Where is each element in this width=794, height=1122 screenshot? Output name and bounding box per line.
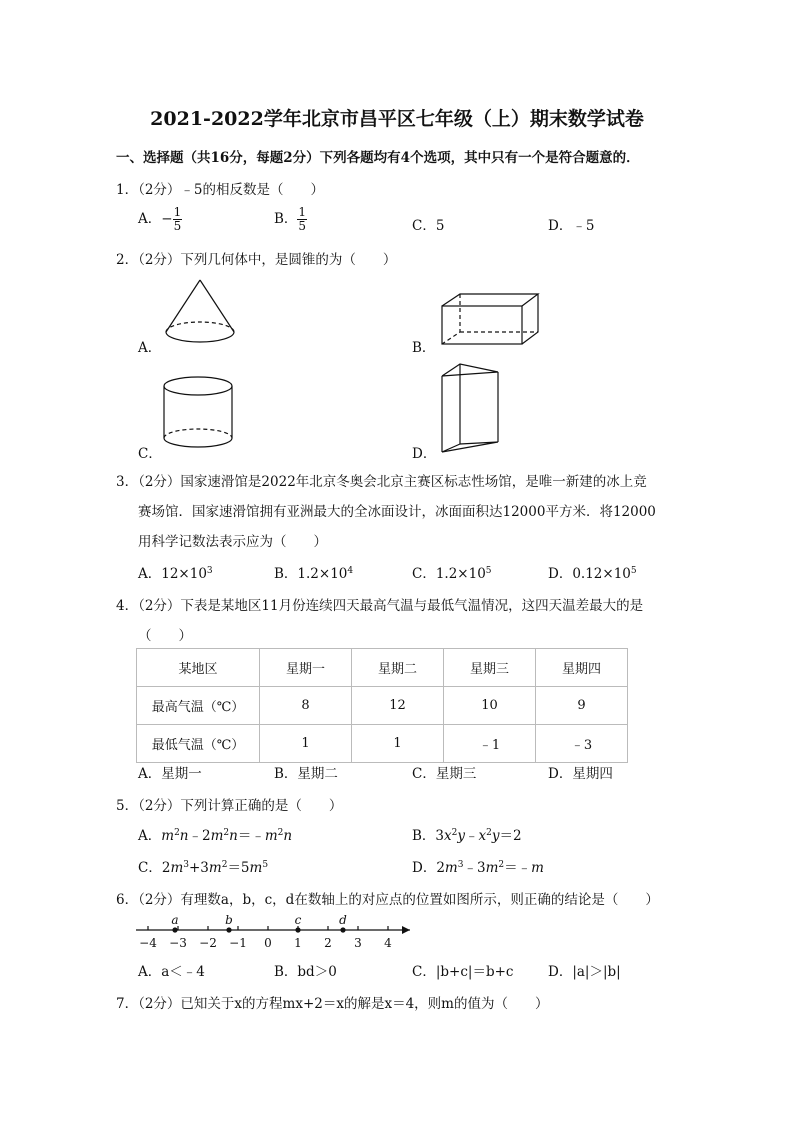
table-header-cell: 星期二 <box>352 649 444 687</box>
q6-option-b[interactable]: B．bd＞0 <box>274 964 337 980</box>
tick-label: −4 <box>139 936 157 950</box>
q1-option-b[interactable] <box>274 206 307 233</box>
question-7: 7．（2分）已知关于x的方程mx+2＝x的解是x＝4，则m的值为（ ） <box>116 996 549 1012</box>
table-cell: 10 <box>444 687 536 725</box>
table-row <box>137 687 628 725</box>
page-title: 2021-2022学年北京市昌平区七年级（上）期末数学试卷 <box>150 108 644 130</box>
temperature-table <box>136 648 628 763</box>
cylinder-icon <box>160 374 236 454</box>
table-cell: ﹣3 <box>536 725 628 763</box>
question-4-line-2: （ ） <box>138 628 192 644</box>
table-header-cell: 某地区 <box>137 649 260 687</box>
question-6: 6．（2分）有理数a，b，c，d在数轴上的对应点的位置如图所示，则正确的结论是（ ） <box>116 892 659 908</box>
option-text: A．12×10 <box>138 566 207 582</box>
tick-label: 0 <box>264 936 272 950</box>
point-b <box>226 927 231 932</box>
tick-label: −2 <box>199 936 217 950</box>
question-5: 5．（2分）下列计算正确的是（ ） <box>116 798 343 814</box>
q5-option-c[interactable]: C．$2m^3+3m^2=5m^5$ <box>138 860 269 876</box>
numerator: 1 <box>298 205 307 219</box>
fraction <box>173 206 183 233</box>
option-text: D．0.12×10 <box>548 566 631 582</box>
table-cell: ﹣1 <box>444 725 536 763</box>
q1-option-d[interactable]: D．﹣5 <box>548 218 595 234</box>
table-header-cell: 星期一 <box>260 649 352 687</box>
point-a <box>172 927 177 932</box>
point-c <box>295 927 300 932</box>
table-cell: 最高气温（℃） <box>137 687 260 725</box>
denominator: 5 <box>173 219 182 233</box>
table-cell: 9 <box>536 687 628 725</box>
q5-option-a[interactable]: A．$m^2n﹣2m^2n=﹣m^2n$ <box>138 828 293 844</box>
option-label: B． <box>274 211 298 227</box>
q2-option-a[interactable]: A． <box>138 340 162 356</box>
exponent: 5 <box>630 566 637 576</box>
q6-option-c[interactable]: C．|b+c|＝b+c <box>412 964 514 980</box>
table-cell: 1 <box>260 725 352 763</box>
table-cell: 8 <box>260 687 352 725</box>
q4-option-b[interactable]: B．星期二 <box>274 766 338 782</box>
q5-option-b[interactable]: B．$3x^2y﹣x^2y=2$ <box>412 828 522 844</box>
question-1: 1．（2分）﹣5的相反数是（ ） <box>116 182 325 198</box>
table-header-row <box>137 649 628 687</box>
q5-option-d[interactable]: D．$2m^3﹣3m^2=﹣m$ <box>412 860 544 876</box>
point-label-c: c <box>294 913 302 927</box>
q6-option-d[interactable]: D．|a|＞|b| <box>548 964 621 980</box>
q3-option-c[interactable] <box>412 562 492 582</box>
q1-option-c[interactable]: C．5 <box>412 218 445 234</box>
option-text: C．1.2×10 <box>412 566 486 582</box>
question-3-line-1: 3．（2分）国家速滑馆是2022年北京冬奥会北京主赛区标志性场馆，是唯一新建的冰上竞 <box>116 474 647 490</box>
tick-label: 1 <box>294 936 302 950</box>
exponent: 5 <box>485 566 492 576</box>
option-label: D． <box>412 860 437 876</box>
tick-label: 2 <box>324 936 332 950</box>
q1-option-a[interactable] <box>138 206 182 233</box>
q2-option-b[interactable]: B． <box>412 340 436 356</box>
tick-label: 3 <box>354 936 362 950</box>
q4-option-c[interactable]: C．星期三 <box>412 766 477 782</box>
arrow-icon <box>402 926 410 934</box>
exponent: 3 <box>206 566 213 576</box>
tick-label: −1 <box>229 936 247 950</box>
triangular-prism-icon <box>438 362 502 458</box>
table-header-cell: 星期三 <box>444 649 536 687</box>
exponent: 4 <box>347 566 354 576</box>
table-cell: 最低气温（℃） <box>137 725 260 763</box>
section-heading: 一、选择题（共16分，每题2分）下列各题均有4个选项，其中只有一个是符合题意的． <box>116 150 640 166</box>
number-line <box>130 910 430 952</box>
option-label: B． <box>412 828 436 844</box>
q6-option-a[interactable]: A．a＜﹣4 <box>138 964 205 980</box>
tick-label: −3 <box>169 936 187 950</box>
option-label: A． <box>138 211 162 227</box>
q3-option-d[interactable] <box>548 562 637 582</box>
point-label-a: a <box>171 913 179 927</box>
question-2: 2．（2分）下列几何体中，是圆锥的为（ ） <box>116 252 397 268</box>
q4-option-a[interactable]: A．星期一 <box>138 766 202 782</box>
point-label-d: d <box>339 913 347 927</box>
denominator: 5 <box>298 219 307 233</box>
q3-option-a[interactable] <box>138 562 213 582</box>
minus-sign: − <box>161 211 173 227</box>
cone-icon <box>160 278 240 350</box>
q2-option-d[interactable]: D． <box>412 446 437 462</box>
tick-label: 4 <box>384 936 392 950</box>
fraction <box>297 206 307 233</box>
question-3-line-2: 赛场馆．国家速滑馆拥有亚洲最大的全冰面设计，冰面面积达12000平方米．将12000 <box>138 504 656 520</box>
table-row <box>137 725 628 763</box>
table-cell: 12 <box>352 687 444 725</box>
point-label-b: b <box>225 913 233 927</box>
q3-option-b[interactable] <box>274 562 353 582</box>
point-d <box>340 927 345 932</box>
numerator: 1 <box>173 205 182 219</box>
option-text: B．1.2×10 <box>274 566 348 582</box>
table-cell: 1 <box>352 725 444 763</box>
q4-option-d[interactable]: D．星期四 <box>548 766 613 782</box>
cube-icon <box>438 292 542 348</box>
option-label: C． <box>138 860 162 876</box>
q2-option-c[interactable]: C． <box>138 446 162 462</box>
question-3-line-3: 用科学记数法表示应为（ ） <box>138 534 327 550</box>
question-4-line-1: 4．（2分）下表是某地区11月份连续四天最高气温与最低气温情况，这四天温差最大的是 <box>116 598 644 614</box>
option-label: A． <box>138 828 162 844</box>
table-header-cell: 星期四 <box>536 649 628 687</box>
